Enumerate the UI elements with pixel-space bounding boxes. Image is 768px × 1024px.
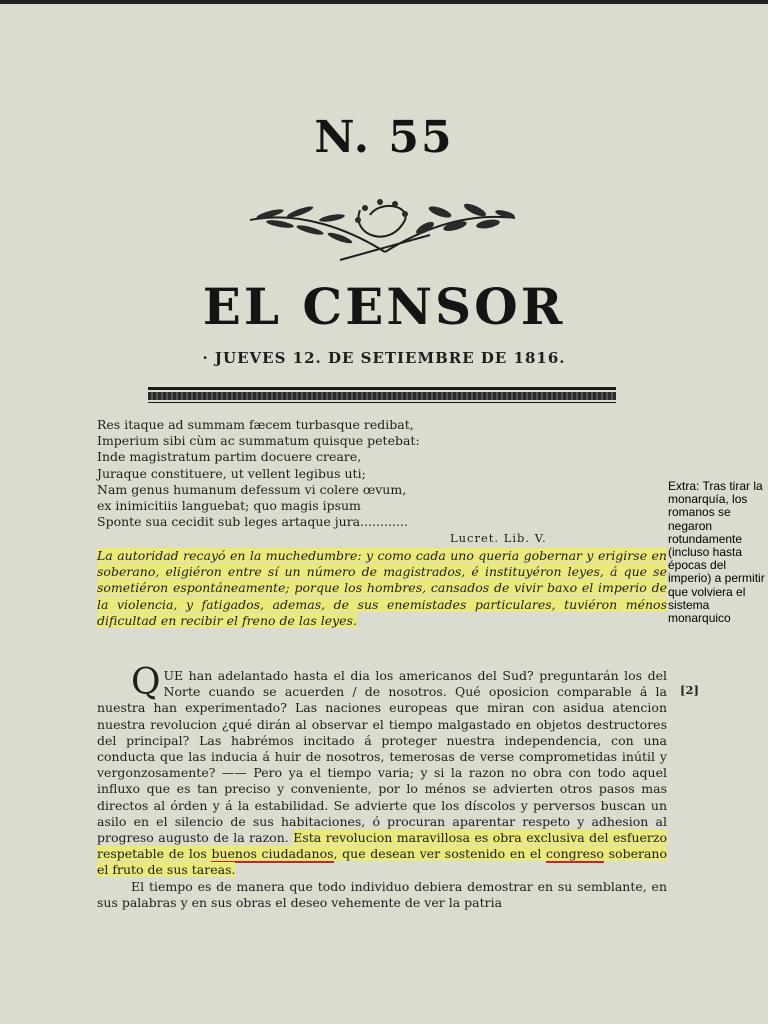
header-rule-bottom	[148, 402, 616, 403]
issue-number: N. 55	[314, 112, 454, 163]
epigraph-translation	[97, 548, 667, 629]
highlight-text: Esta revolucion maravillosa es obra exclusiva del esfuerzo respetable de los	[97, 830, 668, 862]
issue-date: · JUEVES 12. DE SETIEMBRE DE 1816.	[202, 349, 566, 367]
epigraph-line: Inde magistratum partim docuere creare,	[97, 449, 362, 465]
epigraph-line: Nam genus humanum defessum vi colere œvum,	[97, 481, 407, 497]
article-body	[97, 662, 668, 911]
margin-reference: [2]	[680, 683, 699, 697]
paragraph-text: UE han adelantado hasta el dia los americanos del Sud? preguntarán los del Norte cuando se acuerden / de nosotros. Qué oposicion comparable á la nuestra han experimentado? Las naciones europeas que miran con asidua atencion nuestra revolucion ¿qué dirán al observar el tiempo malgastado en objetos destructores del principal? Las habrémos incitado á proteger nuestra independencia, con una conducta que las inducia á huir de nosotros, temerosas de verse comprometidas inútil y vergonzosamente? —— Pero ya el tiempo varia; y si la razon no obra con todo aquel influxo que es tan preciso y conveniente, por lo ménos se advierten otros pasos mas directos al órden y á la estabilidad. Se advierte que los díscolos y perversos buscan un asilo en el silencio de sus habitaciones, ó procuran aparentar respeto y adhesion al progreso augusto de la razon.	[97, 668, 667, 846]
epigraph-line: Juraque constituere, ut vellent legibus uti;	[97, 465, 366, 481]
header-rule-ornament	[148, 392, 616, 400]
article-paragraph	[97, 662, 668, 879]
drop-cap: Q	[131, 662, 161, 703]
latin-epigraph	[97, 417, 497, 530]
highlight-text: soberano el fruto de sus tareas.	[97, 846, 667, 878]
epigraph-line: Res itaque ad summam fæcem turbasque redibat,	[97, 417, 414, 432]
newspaper-title: EL CENSOR	[202, 277, 566, 336]
article-paragraph-2: El tiempo es de manera que todo individuo debiera demostrar en su semblante, en sus palabras y en sus obras el deseo vehemente de ver la patria	[97, 878, 667, 910]
highlight-text: , que desean ver sostenido en el	[333, 846, 547, 862]
underlined-word: congreso	[546, 846, 604, 862]
highlighted-translation: La autoridad recayó en la muchedumbre: y como cada uno queria gobernar y erigirse en soberano, eligiéron entre sí un número de magistrados, é instituyéron leyes, á que se sometiéron espontáneamente; porque los hombres, cansados de vivir baxo el imperio de la violencia, y fatigados, ademas, de sus enemistades particulares, tuviéron ménos dificultad en recibir el freno de las leyes.	[97, 548, 667, 628]
laurel-wreath-emblem	[240, 190, 525, 270]
epigraph-citation: Lucret. Lib. V.	[450, 531, 547, 545]
side-annotation: Extra: Tras tirar la monarquía, los romanos se negaron rotundamente (incluso hasta épocas del imperio) a permitir que volviera el sistema monarquico	[668, 480, 765, 626]
epigraph-line: Imperium sibi cùm ac summatum quisque petebat:	[97, 433, 420, 449]
epigraph-line: Sponte sua cecidit sub leges artaque jura............	[97, 514, 408, 530]
underlined-phrase: buenos ciudadanos	[211, 846, 334, 862]
epigraph-line: ex inimicitiis languebat; quo magis ipsum	[97, 498, 361, 514]
top-border	[0, 0, 768, 4]
header-rule-top	[148, 387, 616, 390]
